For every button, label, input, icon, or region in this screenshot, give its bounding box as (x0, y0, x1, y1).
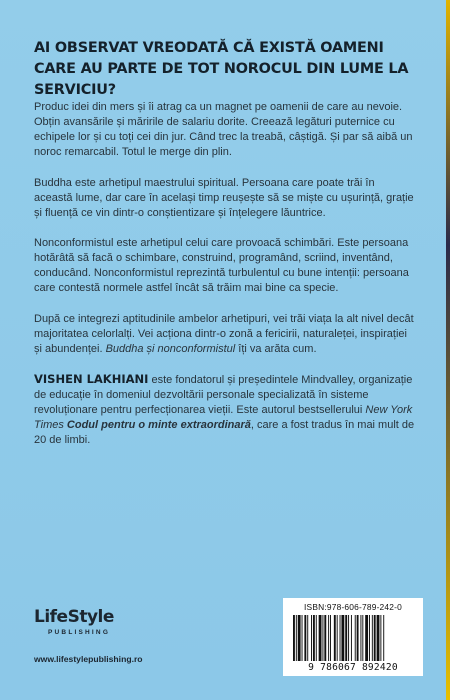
barcode-digits: 9 786067 892420 (308, 662, 398, 673)
author-bio (34, 372, 416, 448)
publisher-website: www.lifestylepublishing.ro (34, 654, 143, 664)
author-bio-text: este fondatorul și președintele Mindvalley, organizație de educație în domeniul dezvoltării personale specializată în sisteme revoluționare pentru perfecționarea vieții. Este autorul bestsellerului (34, 374, 413, 416)
book-title-italic: Buddha și nonconformistul (105, 342, 236, 355)
spine-edge (446, 0, 450, 700)
previous-book-title: Codul pentru o minte extraordinară (66, 419, 251, 431)
paragraph-integration (34, 312, 416, 357)
publisher-logo (34, 608, 124, 636)
barcode-image (291, 615, 415, 661)
barcode-label (283, 598, 423, 676)
logo-subtitle: PUBLISHING (48, 629, 111, 636)
author-name: VISHEN LAKHIANI (34, 372, 149, 386)
integration-text: După ce integrezi aptitudinile ambelor arhetipuri, vei trăi viața la alt nivel decât majoritatea celorlalți. Vei acționa dintr-o zonă a fericirii, naturaleței, inspirației și abundenței. (34, 312, 414, 355)
paragraph-buddha: Buddha este arhetipul maestrului spiritual. Persoana care poate trăi în această lume, dar care în același timp reușește să se miște cu ușurință, grație și fluență ce vin dintr-o conștientizare și înțelegere lăuntrice. (34, 176, 414, 219)
paragraph-intro: Produc idei din mers și îi atrag ca un magnet pe oamenii de care au nevoie. Obțin avansările și măririle de salariu dorite. Creează legături puternice cu echipele lor și cu toți cei din jur. Când trec la treabă, câștigă. Și par să aibă un noroc remarcabil. Totul le merge din plin. (34, 101, 413, 158)
paragraph-nonconformist: Nonconformistul este arhetipul celui care provoacă schimbări. Este persoana hotărâtă să facă o schimbare, construind, programând, scriind, inventând, conducând. Nonconformistul reprezintă turbulentul cu bune intenții: persoana care contestă normele astfel încât să trăim mai bine ca specie. (34, 237, 409, 294)
isbn-text: ISBN:978-606-789-242-0 (304, 602, 402, 612)
nyt-italic: New York Times (34, 404, 413, 431)
logo-wordmark: LifeStyle (34, 607, 114, 627)
integration-end: îți va arăta cum. (235, 342, 317, 355)
blurb (34, 100, 416, 464)
author-bio-end: , care a fost tradus în mai mult de 20 de limbi. (34, 419, 415, 446)
headline: AI OBSERVAT VREODATĂ CĂ EXISTĂ OAMENI CARE AU PARTE DE TOT NOROCUL DIN LUME LA SERVICIU? (34, 40, 409, 98)
